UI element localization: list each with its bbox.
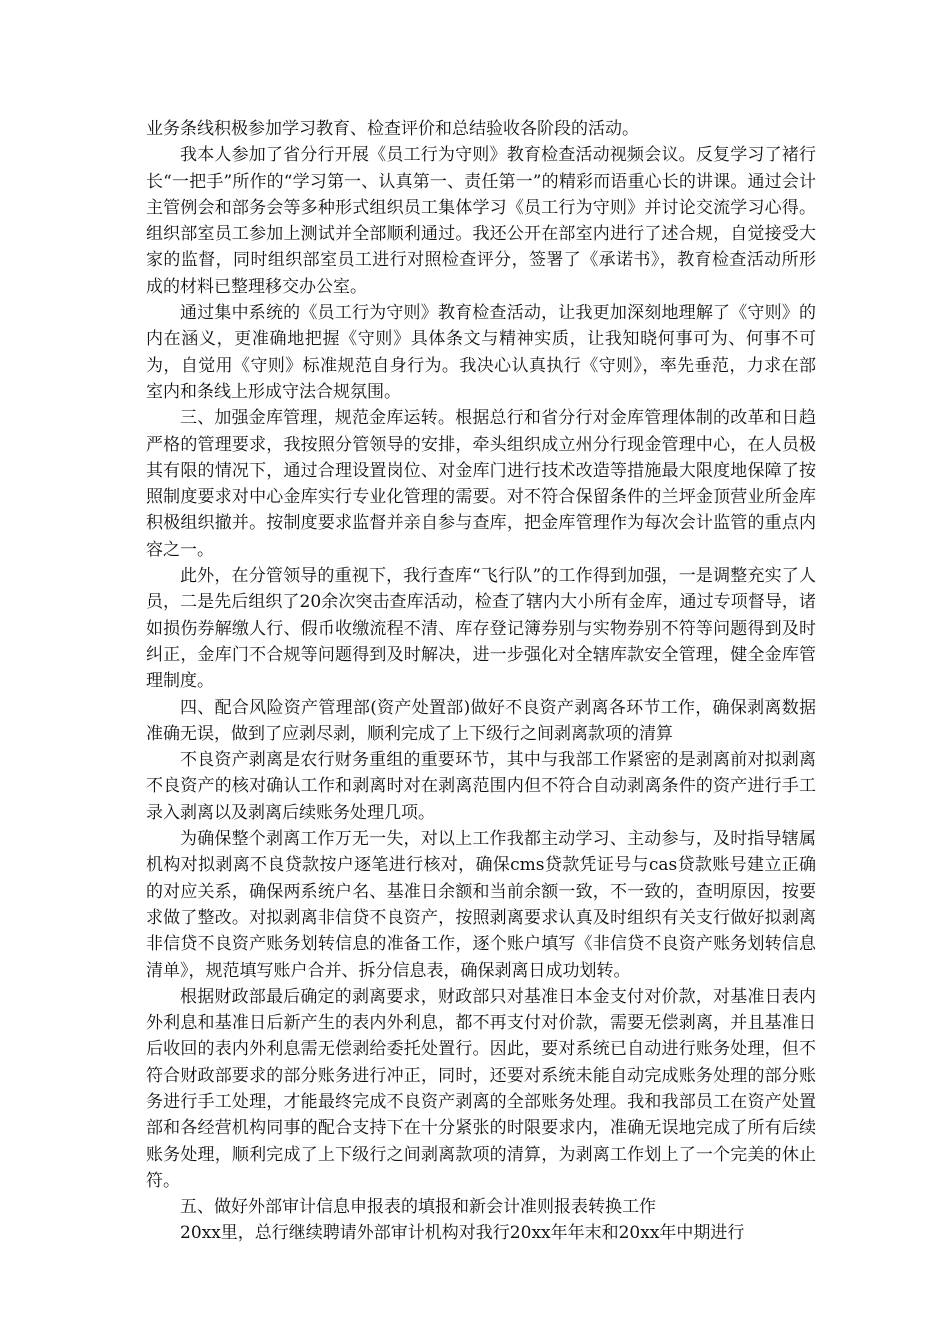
paragraph-11: 20xx里，总行继续聘请外部审计机构对我行20xx年年末和20xx年中期进行 [180,1223,745,1244]
paragraph-6: 四、配合风险资产管理部(资产处置部)做好不良资产剥离各环节工作，确保剥离数据准确无误，做到了应剥尽剥，顺利完成了上下级行之间剥离款项的清算 [146,697,816,744]
paragraph-9: 根据财政部最后确定的剥离要求，财政部只对基准日本金支付对价款，对基准日表内外利息和基准日后新产生的表内外利息，都不再支付对价款，需要无偿剥离，并且基准日后收回的表内外利息需无偿剥给委托处置行。因此，要对系统已自动进行账务处理，但不符合财政部要求的部分账务进行冲正，同时，还要对系统未能自动完成账务处理的部分账务进行手工处理，才能最终完成不良资产剥离的全部账务处理。我和我部员工在资产处置部和各经营机构同事的配合支持下在十分紧张的时限要求内，准确无误地完成了所有后续账务处理，顺利完成了上下级行之间剥离款项的清算，为剥离工作划上了一个完美的休止符。 [146,986,816,1191]
paragraph-10: 五、做好外部审计信息申报表的填报和新会计准则报表转换工作 [180,1197,656,1218]
paragraph-1: 业务条线积极参加学习教育、检查评价和总结验收各阶段的活动。 [146,119,639,139]
paragraph-5: 此外，在分管领导的重视下，我行查库“飞行队”的工作得到加强，一是调整充实了人员，二是先后组织了20余次突击查库活动，检查了辖内大小所有金库，通过专项督导，诸如损伤券解缴人行、假币收缴流程不清、库存登记簿券别与实物券别不符等问题得到及时纠正，金库门不合规等问题得到及时解决，进一步强化对全辖库款安全管理，健全金库管理制度。 [146,566,816,692]
document-body [146,116,816,1247]
paragraph-4: 三、加强金库管理，规范金库运转。根据总行和省分行对金库管理体制的改革和日趋严格的管理要求，我按照分管领导的安排，牵头组织成立州分行现金管理中心，在人员极其有限的情况下，通过合理设置岗位、对金库门进行技术改造等措施最大限度地保障了按照制度要求对中心金库实行专业化管理的需要。对不符合保留条件的兰坪金顶营业所金库积极组织撤并。按制度要求监督并亲自参与查库，把金库管理作为每次会计监管的重点内容之一。 [146,408,816,560]
paragraph-3: 通过集中系统的《员工行为守则》教育检查活动，让我更加深刻地理解了《守则》的内在涵义，更准确地把握《守则》具体条文与精神实质，让我知晓何事可为、何事不可为，自觉用《守则》标准规范自身行为。我决心认真执行《守则》，率先垂范，力求在部室内和条线上形成守法合规氛围。 [146,303,816,402]
paragraph-8: 为确保整个剥离工作万无一失，对以上工作我都主动学习、主动参与，及时指导辖属机构对拟剥离不良贷款按户逐笔进行核对，确保cms贷款凭证号与cas贷款账号建立正确的对应关系，确保两系统户名、基准日余额和当前余额一致，不一致的，查明原因，按要求做了整改。对拟剥离非信贷不良资产，按照剥离要求认真及时组织有关支行做好拟剥离非信贷不良资产账务划转信息的准备工作，逐个账户填写《非信贷不良资产账务划转信息清单》，规范填写账户合并、拆分信息表，确保剥离日成功划转。 [146,829,816,981]
paragraph-2: 我本人参加了省分行开展《员工行为守则》教育检查活动视频会议。反复学习了褚行长“一把手”所作的“学习第一、认真第一、责任第一”的精彩而语重心长的讲课。通过会计主管例会和部务会等多种形式组织员工集体学习《员工行为守则》并讨论交流学习心得。组织部室员工参加上测试并全部顺利通过。我还公开在部室内进行了述合规，自觉接受大家的监督，同时组织部室员工进行对照检查评分，签署了《承诺书》，教育检查活动所形成的材料已整理移交办公室。 [146,145,816,297]
paragraph-7: 不良资产剥离是农行财务重组的重要环节，其中与我部工作紧密的是剥离前对拟剥离不良资产的核对确认工作和剥离时对在剥离范围内但不符合自动剥离条件的资产进行手工录入剥离以及剥离后续账务处理几项。 [146,750,816,823]
